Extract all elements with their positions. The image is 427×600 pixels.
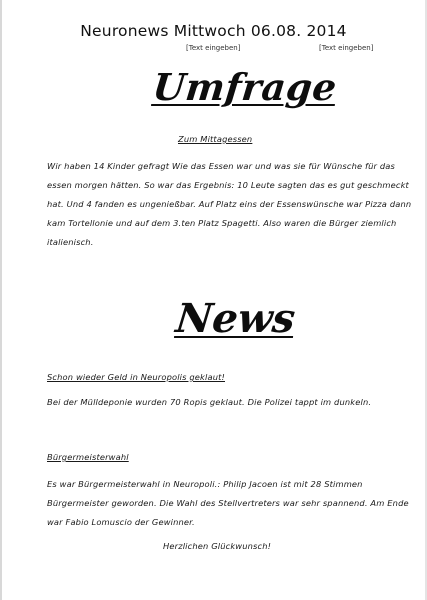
newsletter-title: Neuronews Mittwoch 06.08. 2014 [80,22,347,40]
umfrage-line: italienisch. [47,237,94,247]
wahl-line: Bürgermeister geworden. Die Wahl des Stellvertreters war sehr spannend. Am Ende [47,498,409,508]
scan-edge-left [0,0,2,600]
umfrage-line: Wir haben 14 Kinder gefragt Wie das Essen war und was sie für Wünsche für das [47,161,396,171]
umfrage-paragraph [47,157,411,252]
umfrage-subtitle: Zum Mittagessen [178,134,253,144]
news-heading: News [173,295,298,342]
article-heading-geld: Schon wieder Geld in Neuropolis geklaut! [47,372,225,382]
article-paragraph-wahl [47,475,409,532]
umfrage-line: hat. Und 4 fanden es ungenießbar. Auf Platz eins der Essenswünsche war Pizza dann [47,199,412,209]
article-text-geld: Bei der Mülldeponie wurden 70 Ropis geklaut. Die Polizei tappt im dunkeln. [47,397,372,407]
umfrage-line: kam Tortellonie und auf dem 3.ten Platz Spagetti. Also waren die Bürger ziemlich [47,218,397,228]
umfrage-line: essen morgen hätten. So war das Ergebnis: 10 Leute sagten das es gut geschmeckt [47,180,409,190]
wahl-line: Es war Bürgermeisterwahl in Neuropoli.: Philip Jacoen ist mit 28 Stimmen [47,479,363,489]
closing-congrats: Herzlichen Glückwunsch! [163,541,272,551]
header-placeholder-left: [Text eingeben] [186,44,241,52]
article-heading-wahl: Bürgermeisterwahl [47,452,129,462]
umfrage-heading: Umfrage [150,65,340,109]
header-placeholder-right: [Text eingeben] [319,44,374,52]
wahl-line: war Fabio Lomuscio der Gewinner. [47,517,195,527]
